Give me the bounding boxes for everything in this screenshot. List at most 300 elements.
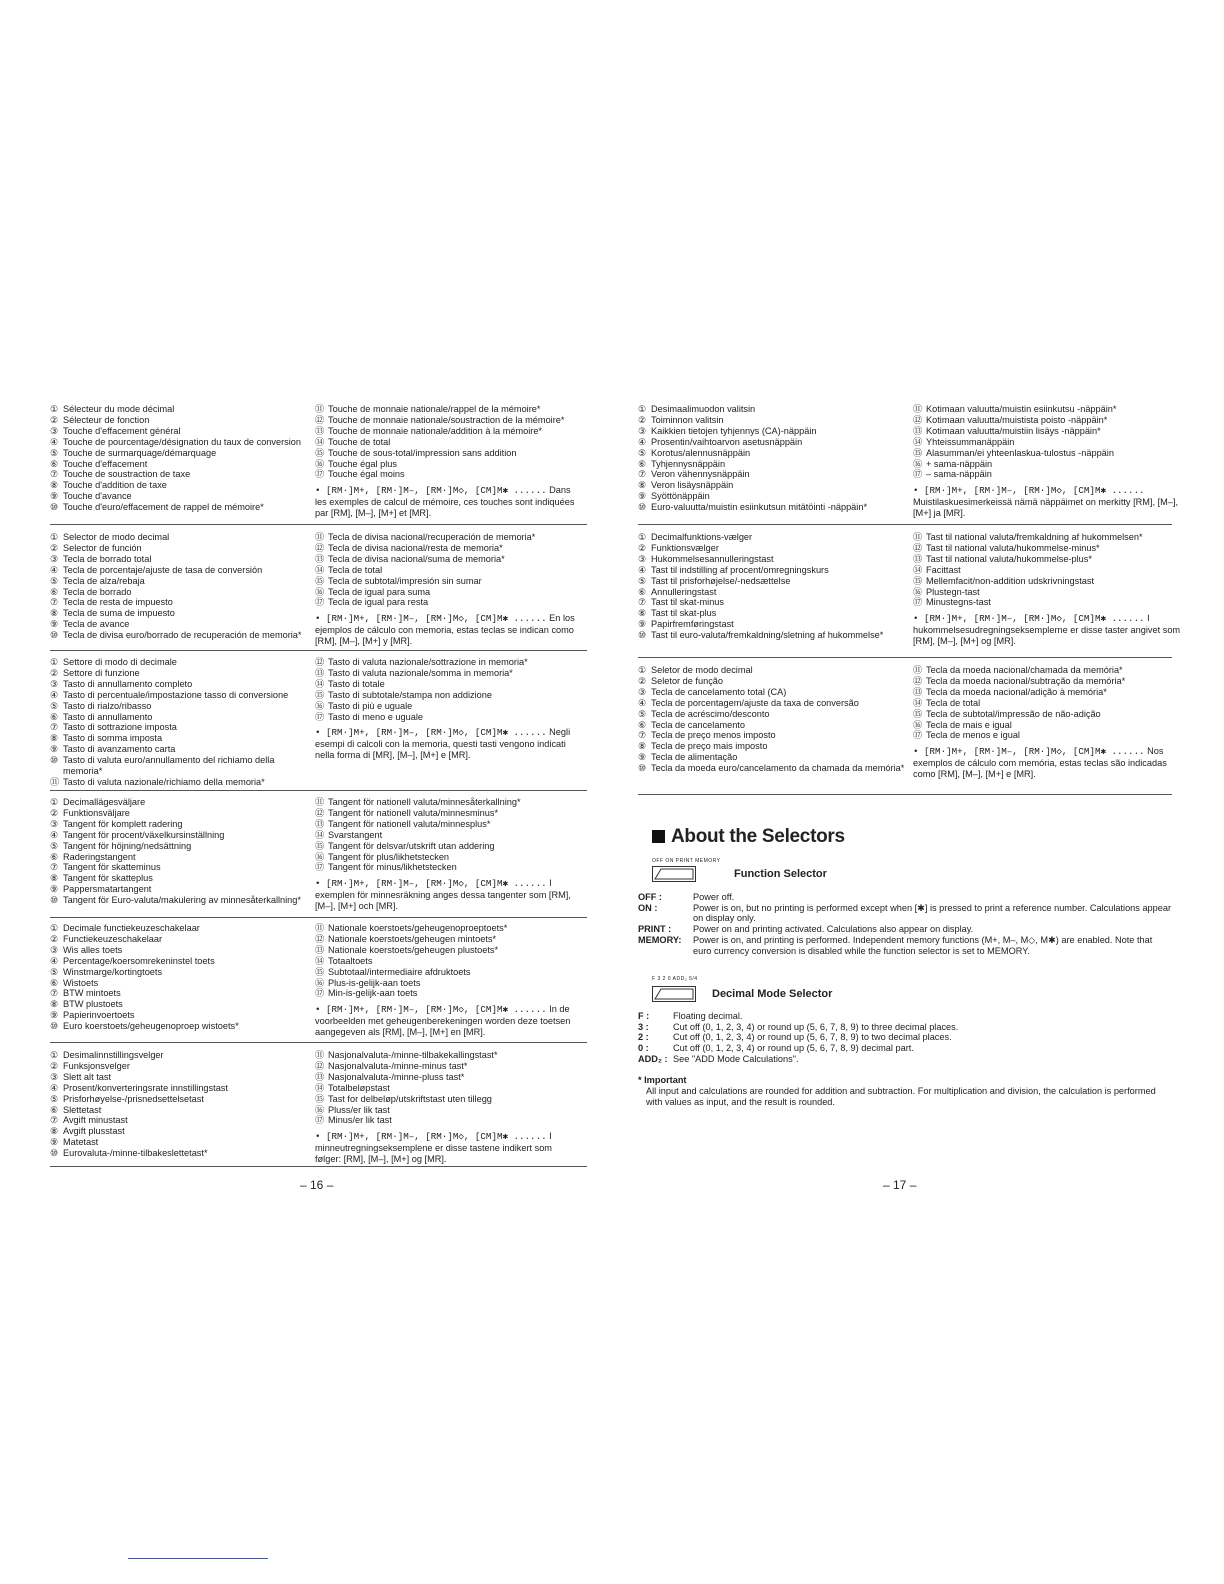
note-text: In de voorbeelden met geheugenberekeningen worden deze toetsen aangegeven als (315, 1004, 571, 1038)
item-label: Tast til skat-plus (651, 608, 717, 619)
memory-keys: • [RM·]M+, [RM·]M–, [RM·]M◇, [CM]M✱ ...... (315, 727, 547, 739)
item-number: ⑩ (50, 502, 59, 513)
item-number: ⑤ (638, 575, 647, 586)
list-item (50, 808, 315, 819)
item-number: ⑯ (315, 700, 325, 711)
list-item (315, 690, 580, 701)
item-number: ⑬ (315, 1071, 325, 1082)
list-item (50, 978, 315, 989)
item-label: Euro koerstoets/geheugenoproep wistoets* (63, 1021, 239, 1032)
item-number: ⑥ (50, 586, 59, 597)
item-label: Funktionsväljare (63, 807, 130, 818)
list-item (638, 698, 906, 709)
mode-key: 0 : (638, 1043, 649, 1054)
item-number: ② (50, 807, 59, 818)
item-number: ⑫ (315, 414, 325, 425)
list-item (315, 459, 580, 470)
item-number: ⑤ (50, 575, 59, 586)
item-number: ⑰ (315, 1115, 325, 1126)
list-item (315, 415, 580, 426)
list-item (50, 554, 315, 565)
list-item (50, 1137, 315, 1148)
item-number: ⑪ (315, 404, 325, 414)
memory-keys: • [RM·]M+, [RM·]M–, [RM·]M◇, [CM]M✱ ...... (913, 613, 1145, 625)
item-number: ⑰ (315, 597, 325, 608)
item-number: ⑬ (913, 425, 923, 436)
list-item (50, 1115, 315, 1126)
list-item (50, 630, 315, 641)
item-label: Percentage/koersomrekeninstel toets (63, 955, 215, 966)
item-label: BTW plustoets (63, 999, 123, 1010)
item-label: Touche d'addition de taxe (63, 480, 167, 491)
item-number: ⑧ (638, 480, 647, 491)
list-item (50, 777, 315, 788)
item-number: ④ (50, 829, 59, 840)
item-number: ⑥ (638, 586, 647, 597)
list-item (50, 797, 315, 808)
item-number: ⑭ (315, 829, 325, 840)
list-item (315, 657, 580, 668)
decimal-modes (638, 1011, 1173, 1065)
item-number: ④ (638, 564, 647, 575)
list-item (315, 923, 580, 934)
item-label: Hukommelsesannulleringstast (651, 553, 774, 564)
item-label: Annulleringstast (651, 586, 717, 597)
item-label: Tecla de igual para resta (328, 597, 429, 608)
item-number: ⑦ (638, 597, 647, 608)
item-label: Seletor de função (651, 675, 724, 686)
memory-keys: • [RM·]M+, [RM·]M–, [RM·]M◇, [CM]M✱ ...... (913, 485, 1145, 497)
item-label: Wis alles toets (63, 944, 123, 955)
list-item (315, 1094, 580, 1105)
note-text: En los ejemplos de cálculo con memoria, estas teclas se indican como (315, 613, 575, 636)
item-label: Tangent för höjning/nedsättning (63, 840, 192, 851)
list-item (913, 426, 1181, 437)
list-item (50, 722, 315, 733)
decimal-selector-title: Decimal Mode Selector (712, 988, 833, 1000)
list-item (50, 999, 315, 1010)
note-keys: [RM], [M–], [M+] en [MR]. (382, 1027, 486, 1038)
item-label: Desimaalimuodon valitsin (651, 404, 756, 414)
list-item (50, 862, 315, 873)
list-item (638, 720, 906, 731)
list-item (315, 554, 580, 565)
item-number: ⑬ (315, 818, 325, 829)
list-item (50, 404, 315, 415)
item-label: Veron lisäysnäppäin (651, 480, 734, 491)
list-item (913, 576, 1181, 587)
item-label: Winstmarge/kortingtoets (63, 966, 163, 977)
item-number: ⑫ (913, 675, 923, 686)
list-item (50, 967, 315, 978)
right-column (315, 1050, 580, 1165)
item-label: Euro-valuutta/muistin esiinkutsun mitätöinti -näppäin* (651, 502, 868, 513)
list-item (638, 619, 906, 630)
mode-description: See "ADD Mode Calculations". (673, 1053, 799, 1064)
item-label: Tangent för skatteplus (63, 873, 153, 884)
item-label: Tecla de divisa nacional/suma de memoria* (328, 553, 505, 564)
list-item (50, 712, 315, 723)
item-label: Tast til national valuta/hukommelse-minus* (926, 542, 1100, 553)
decimal-switch-label: F 3 2 0 ADD₂ 5/4 (652, 976, 698, 982)
left-column (50, 923, 315, 1032)
item-label: Tast til national valuta/fremkaldning af hukommelsen* (926, 532, 1143, 542)
item-label: Totalbeløpstast (328, 1082, 390, 1093)
list-item (638, 415, 906, 426)
list-item (315, 587, 580, 598)
list-item (315, 469, 580, 480)
item-number: ② (50, 542, 59, 553)
list-item (50, 744, 315, 755)
list-item (50, 934, 315, 945)
list-item (50, 1021, 315, 1032)
item-number: ⑫ (315, 1060, 325, 1071)
list-item (315, 841, 580, 852)
item-number: ④ (50, 564, 59, 575)
section-divider (50, 790, 587, 791)
item-label: Tasto di sottrazione imposta (63, 722, 177, 733)
item-label: Tecla de suma de impuesto (63, 608, 175, 619)
mode-row (638, 1011, 1173, 1022)
item-number: ⑯ (315, 977, 325, 988)
item-label: Tecla de preço menos imposto (651, 730, 776, 741)
item-number: ⑤ (50, 700, 59, 711)
mode-key: ADD₂ : (638, 1053, 668, 1064)
note-text: Negli esempi di calcoli con la memoria, questi tasti vengono indicati nella forma di (315, 727, 571, 761)
right-column (315, 923, 580, 1038)
list-item (50, 532, 315, 543)
item-label: Tecla da moeda nacional/chamada da memória* (926, 665, 1123, 675)
list-item (913, 543, 1181, 554)
list-item (913, 587, 1181, 598)
item-label: Desimalinnstillingsvelger (63, 1050, 164, 1060)
item-number: ⑫ (315, 933, 325, 944)
list-item (50, 1126, 315, 1137)
mode-description: Floating decimal. (673, 1011, 743, 1021)
memory-key-note (315, 485, 580, 519)
list-item (50, 895, 315, 906)
list-item (50, 491, 315, 502)
page-number-left: – 16 – (300, 1178, 334, 1192)
item-number: ⑪ (315, 923, 325, 933)
item-label: Tecla de subtotal/impressão de não-adição (926, 708, 1101, 719)
memory-key-note (315, 727, 580, 761)
list-item (50, 597, 315, 608)
item-label: Kotimaan valuutta/muistiin lisäys -näppäin* (926, 425, 1101, 436)
note-keys: [RM], [M–], [M+] y [MR]. (315, 636, 413, 647)
item-number: ⑨ (50, 619, 59, 630)
item-number: ⑩ (50, 1021, 59, 1032)
item-label: – sama-näppäin (926, 469, 992, 480)
list-item (50, 690, 315, 701)
item-number: ⑮ (315, 840, 325, 851)
section-divider (638, 657, 1172, 658)
list-item (50, 1083, 315, 1094)
item-label: Touche égal moins (328, 469, 405, 480)
item-number: ⑭ (913, 564, 923, 575)
list-item (315, 532, 580, 543)
note-keys: [RM], [M–], [M+] og [MR]. (343, 1154, 447, 1165)
item-label: Tasto di valuta nazionale/somma in memoria* (328, 667, 513, 678)
item-label: Tast til national valuta/hukommelse-plus* (926, 553, 1092, 564)
list-item (638, 752, 906, 763)
list-item (50, 873, 315, 884)
item-number: ⑬ (913, 686, 923, 697)
item-number: ⑮ (913, 575, 923, 586)
item-number: ⑦ (638, 469, 647, 480)
function-modes (638, 892, 1173, 956)
memory-keys: • [RM·]M+, [RM·]M–, [RM·]M◇, [CM]M✱ ...... (315, 485, 547, 497)
list-item (913, 448, 1181, 459)
list-item (315, 1061, 580, 1072)
list-item (50, 459, 315, 470)
item-number: ⑤ (50, 447, 59, 458)
list-item (315, 1072, 580, 1083)
item-number: ⑭ (315, 564, 325, 575)
item-label: Selector de función (63, 542, 142, 553)
list-item (913, 687, 1181, 698)
item-label: Tecla de igual para suma (328, 586, 431, 597)
list-item (315, 1115, 580, 1126)
item-number: ⑧ (50, 1126, 59, 1137)
item-number: ⑩ (50, 895, 59, 906)
item-label: Tecla de avance (63, 619, 130, 630)
left-column (50, 404, 315, 513)
item-label: Tecla de porcentaje/ajuste de tasa de conversión (63, 564, 263, 575)
item-label: Tangent för skatteminus (63, 862, 161, 873)
list-item (50, 679, 315, 690)
item-number: ⑫ (315, 807, 325, 818)
memory-key-note (913, 613, 1181, 647)
list-item (913, 665, 1181, 676)
item-number: ② (50, 1060, 59, 1071)
list-item (315, 426, 580, 437)
item-number: ⑭ (913, 697, 923, 708)
item-number: ⑥ (50, 458, 59, 469)
mode-description: Power off. (693, 892, 735, 902)
mode-key: ON : (638, 902, 658, 913)
item-number: ⑨ (50, 491, 59, 502)
item-label: Tangent för nationell valuta/minnesminus* (328, 807, 499, 818)
item-label: Tecla da moeda nacional/subtração da memória* (926, 675, 1126, 686)
item-number: ⑪ (50, 776, 60, 787)
item-label: Toiminnon valitsin (651, 414, 724, 425)
item-label: Tecla de alza/rebaja (63, 575, 145, 586)
list-item (50, 1050, 315, 1061)
item-number: ⑭ (913, 436, 923, 447)
item-label: Decimalfunktions-vælger (651, 532, 753, 542)
list-item (315, 597, 580, 608)
list-item (315, 797, 580, 808)
list-item (638, 448, 906, 459)
item-number: ⑦ (50, 597, 59, 608)
list-item (315, 679, 580, 690)
left-column (638, 404, 906, 513)
item-number: ⑥ (638, 458, 647, 469)
list-item (315, 576, 580, 587)
mode-description: Power is on, but no printing is performed except when [✱] is pressed to print a reference number. Calculations appear on display only. (693, 902, 1172, 924)
memory-key-note (913, 485, 1181, 519)
item-label: Nasjonalvaluta-/minne-pluss tast* (328, 1071, 465, 1082)
item-label: Touche de pourcentage/désignation du taux de conversion (63, 436, 302, 447)
list-item (638, 404, 906, 415)
item-label: Tasto di rialzo/ribasso (63, 700, 152, 711)
list-item (50, 543, 315, 554)
item-label: Settore di funzione (63, 667, 140, 678)
list-item (638, 665, 906, 676)
item-number: ③ (638, 425, 647, 436)
item-label: Svarstangent (328, 829, 383, 840)
list-item (50, 608, 315, 619)
mode-description: Power is on, and printing is performed. Independent memory functions (M+, M–, M◇, M✱) are enabled. Note that euro currency conversion is disabled while the function selector is set to MEMORY. (693, 934, 1153, 956)
item-label: Functiekeuzeschakelaar (63, 933, 163, 944)
list-item (50, 657, 315, 668)
memory-keys: • [RM·]M+, [RM·]M–, [RM·]M◇, [CM]M✱ ...... (315, 613, 547, 625)
item-number: ⑧ (50, 999, 59, 1010)
list-item (315, 934, 580, 945)
mode-row (638, 1043, 1173, 1054)
note-text: Dans les exemples de calcul de mémoire, ces touches sont indiquées par (315, 485, 575, 519)
list-item (315, 1050, 580, 1061)
item-label: Pluss/er lik tast (328, 1104, 390, 1115)
item-label: Touche de total (328, 436, 391, 447)
function-selector-title: Function Selector (734, 868, 827, 880)
note-text: I hukommelsesudregningseksemplerne er disse taster angivet som (913, 613, 1181, 636)
item-number: ③ (50, 553, 59, 564)
memory-key-note (315, 1131, 580, 1165)
list-item (50, 988, 315, 999)
mode-row (638, 903, 1173, 924)
item-label: Tecla de porcentagem/ajuste da taxa de conversão (651, 697, 859, 708)
list-item (50, 923, 315, 934)
list-item (315, 543, 580, 554)
item-label: Wistoets (63, 977, 99, 988)
item-number: ⑧ (638, 608, 647, 619)
list-item (315, 1083, 580, 1094)
item-label: Tecla de divisa nacional/resta de memoria* (328, 542, 503, 553)
item-label: Tecla de total (926, 697, 981, 708)
item-label: Tasto di più e uguale (328, 700, 413, 711)
item-label: Tast til indstilling af procent/omregningskurs (651, 564, 829, 575)
item-number: ⑩ (50, 630, 59, 641)
item-label: Touche de monnaie nationale/addition à la mémoire* (328, 425, 543, 436)
list-item (315, 852, 580, 863)
list-item (315, 448, 580, 459)
item-number: ③ (638, 553, 647, 564)
item-label: Plustegn-tast (926, 586, 980, 597)
item-number: ⑥ (50, 1104, 59, 1115)
item-label: Touche d'effacement général (63, 425, 181, 436)
list-item (50, 1148, 315, 1159)
right-column (913, 532, 1181, 647)
item-number: ⑨ (50, 744, 59, 755)
item-label: Sélecteur de fonction (63, 414, 150, 425)
list-item (50, 1010, 315, 1021)
right-column (315, 404, 580, 519)
list-item (913, 404, 1181, 415)
list-item (50, 469, 315, 480)
section-divider (50, 650, 587, 651)
list-item (50, 701, 315, 712)
list-item (50, 945, 315, 956)
item-label: Sélecteur du mode décimal (63, 404, 175, 414)
list-item (315, 668, 580, 679)
item-label: Funksjonsvelger (63, 1060, 130, 1071)
mode-row (638, 935, 1173, 956)
item-label: Tecla de borrado (63, 586, 132, 597)
item-number: ⑪ (913, 665, 923, 675)
list-item (50, 502, 315, 513)
item-number: ⑬ (315, 425, 325, 436)
right-column (315, 797, 580, 912)
item-label: Kotimaan valuutta/muistista poisto -näppäin* (926, 414, 1108, 425)
note-keys: [RM], [M–], [M+] e [MR]. (938, 769, 1036, 780)
important-note (638, 1075, 1173, 1107)
function-switch-label: OFF ON PRINT MEMORY (652, 858, 721, 864)
item-number: ⑭ (315, 955, 325, 966)
mode-key: OFF : (638, 892, 662, 902)
item-number: ⑨ (638, 491, 647, 502)
list-item (913, 459, 1181, 470)
bullet-square-icon (652, 830, 665, 843)
item-label: Tecla de alimentação (651, 752, 738, 763)
item-label: Slett alt tast (63, 1071, 112, 1082)
item-label: Tasto di meno e uguale (328, 711, 424, 722)
item-number: ⑮ (315, 575, 325, 586)
item-label: Avgift minustast (63, 1115, 128, 1126)
list-item (638, 587, 906, 598)
item-number: ⑯ (315, 851, 325, 862)
item-number: ⑤ (638, 708, 647, 719)
item-label: Papirfremføringstast (651, 619, 734, 630)
item-label: Plus-is-gelijk-aan toets (328, 977, 421, 988)
mode-row (638, 1022, 1173, 1033)
list-item (50, 576, 315, 587)
item-number: ② (50, 414, 59, 425)
list-item (50, 830, 315, 841)
list-item (638, 543, 906, 554)
right-column (315, 532, 580, 647)
memory-key-note (913, 746, 1181, 780)
list-item (315, 830, 580, 841)
item-number: ⑰ (315, 862, 325, 873)
list-item (315, 988, 580, 999)
important-text: All input and calculations are rounded for addition and subtraction. For multiplication and division, the calculation is performed with values as input, and the result is rounded. (646, 1085, 1156, 1107)
memory-key-note (315, 1004, 580, 1038)
item-number: ⑯ (913, 458, 923, 469)
note-keys: [RM], [M–], [M+] ja [MR]. (913, 497, 1179, 519)
item-number: ⑬ (913, 553, 923, 564)
item-number: ⑯ (913, 719, 923, 730)
list-item (913, 709, 1181, 720)
mode-description: Cut off (0, 1, 2, 3, 4) or round up (5, 6, 7, 8, 9) to two decimal places. (673, 1032, 952, 1043)
item-number: ⑪ (315, 1050, 325, 1060)
item-label: Settore di modo di decimale (63, 657, 177, 667)
item-label: Tecla de divisa euro/borrado de recuperación de memoria* (63, 630, 302, 641)
item-number: ⑰ (913, 597, 923, 608)
list-item (638, 565, 906, 576)
note-keys: [RM], [M–], [M+] och [MR]. (315, 890, 571, 912)
list-item (50, 437, 315, 448)
list-item (315, 808, 580, 819)
list-item (638, 437, 906, 448)
item-label: Touche d'euro/effacement de rappel de mémoire* (63, 502, 264, 513)
list-item (913, 730, 1181, 741)
list-item (913, 532, 1181, 543)
item-number: ⑦ (50, 1115, 59, 1126)
item-number: ⑦ (50, 722, 59, 733)
item-label: Touche de surmarquage/démarquage (63, 447, 217, 458)
